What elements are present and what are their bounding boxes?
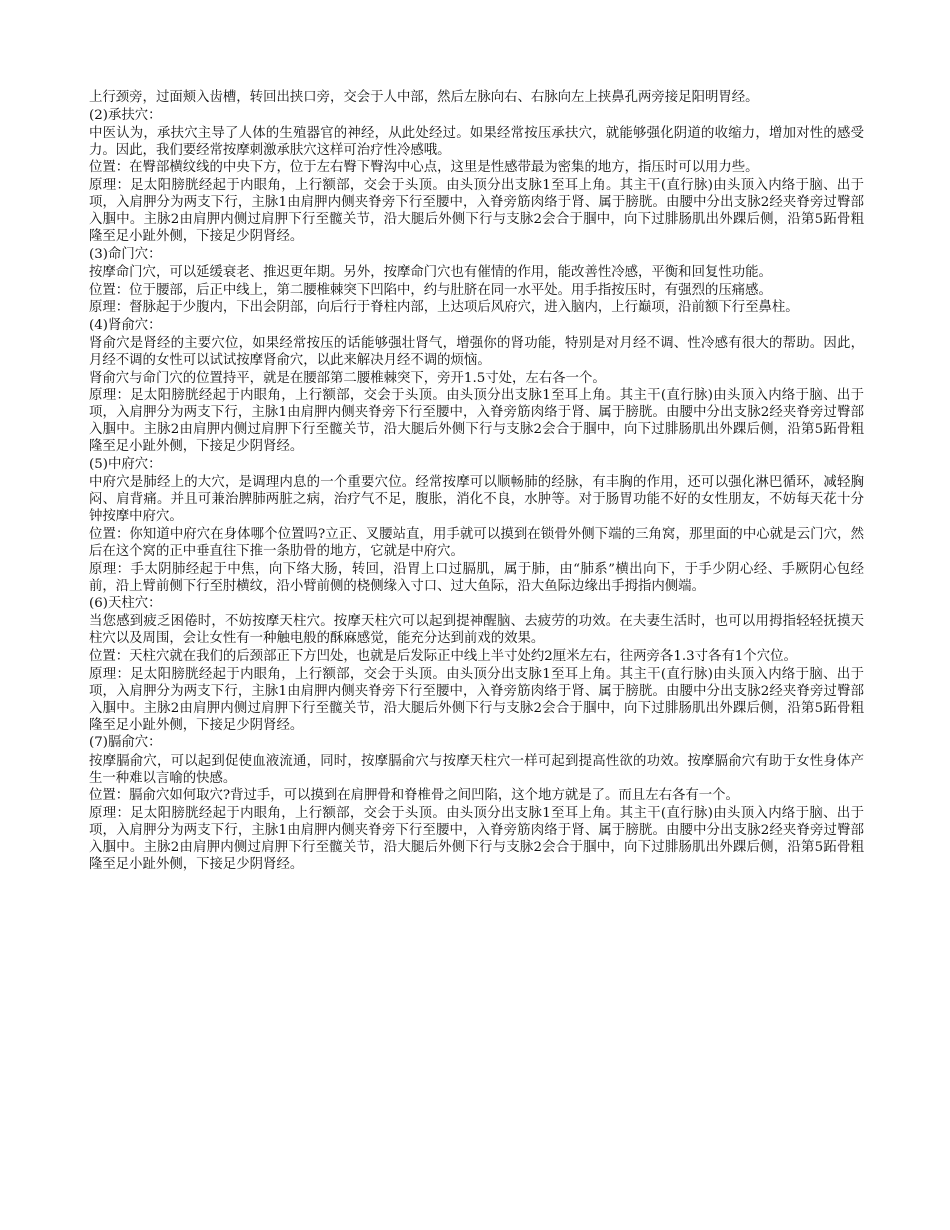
document-body [89,89,864,874]
paragraph-zhongfu-location: 位置：你知道中府穴在身体哪个位置吗?立正、叉腰站直，用手就可以摸到在锁骨外侧下端的三角窝，那里面的中心就是云门穴，然后在这个窝的正中垂直往下推一条肋骨的地方，它就是中府穴。 [89,526,864,559]
paragraph-chengfu-intro: 中医认为，承扶穴主导了人体的生殖器官的神经，从此处经过。如果经常按压承扶穴，就能够强化阴道的收缩力，增加对性的感受力。因此，我们要经常按摩刺激承肤穴这样可治疗性冷感哦。 [89,125,864,158]
paragraph-zhongfu-intro: 中府穴是肺经上的大穴，是调理内息的一个重要穴位。经常按摩可以顺畅肺的经脉，有丰胸的作用，还可以强化淋巴循环，减轻胸闷、肩背痛。并且可兼治脾肺两脏之病，治疗气不足，腹胀，消化不良，水肿等。对于肠胃功能不好的女性朋友，不妨每天花十分钟按摩中府穴。 [89,475,864,525]
paragraph-shenshu-intro: 肾俞穴是肾经的主要穴位，如果经常按压的话能够强壮肾气，增强你的肾功能，特别是对月经不调、性冷感有很大的帮助。因此，月经不调的女性可以试试按摩肾俞穴，以此来解决月经不调的烦恼。 [89,335,864,368]
section-heading-tianzhu: (6)天柱穴： [89,596,162,612]
paragraph-geshu-principle: 原理：足太阳膀胱经起于内眼角，上行额部，交会于头顶。由头顶分出支脉1至耳上角。其主干(直行脉)由头顶入内络于脑、出于项，入肩胛分为两支下行，主脉1由肩胛内侧夹脊旁下行至腰中，入脊旁筋肉络于肾、属于膀胱。由腰中分出支脉2经夹脊旁过臀部入腘中。主脉2由肩胛内侧过肩胛下行至髋关节，沿大腿后外侧下行与支脉2会合于腘中，向下过腓肠肌出外踝后侧，沿第5跖骨粗隆至足小趾外侧，下接足少阴肾经。 [89,805,864,873]
section-heading-geshu: (7)膈俞穴： [89,735,162,751]
paragraph-continuation: 上行颈旁，过面颊入齿槽，转回出挟口旁，交会于人中部，然后左脉向右、右脉向左上挟鼻孔两旁接足阳明胃经。 [89,90,759,105]
paragraph-tianzhu-intro: 当您感到疲乏困倦时，不妨按摩天柱穴。按摩天柱穴可以起到提神醒脑、去疲劳的功效。在夫妻生活时，也可以用拇指轻轻抚摸天柱穴以及周围，会让女性有一种触电般的酥麻感觉，能充分达到前戏的效果。 [89,614,864,647]
section-heading-zhongfu: (5)中府穴： [89,456,162,472]
paragraph-chengfu-location: 位置：在臀部横纹线的中央下方，位于左右臀下臀沟中心点，这里是性感带最为密集的地方，指压时可以用力些。 [89,160,759,176]
paragraph-mingmen-location: 位置：位于腰部，后正中线上，第二腰椎棘突下凹陷中，约与肚脐在同一水平处。用手指按压时，有强烈的压痛感。 [89,282,772,298]
section-heading-shenshu: (4)肾俞穴： [89,317,162,333]
paragraph-mingmen-principle: 原理：督脉起于少腹内，下出会阴部，向后行于脊柱内部，上达项后风府穴，进入脑内，上行巅项，沿前额下行至鼻柱。 [89,300,799,316]
section-heading-chengfu: (2)承扶穴： [89,107,162,123]
paragraph-zhongfu-principle: 原理：手太阴肺经起于中焦，向下络大肠，转回，沿胃上口过膈肌，属于肺，由“肺系”横出向下，于手少阴心经、手厥阴心包经前，沿上臂前侧下行至肘横纹，沿小臂前侧的桡侧缘入寸口、过大鱼际，沿大鱼际边缘出手拇指内侧端。 [89,561,864,594]
paragraph-geshu-location: 位置：膈俞穴如何取穴?背过手，可以摸到在肩胛骨和脊椎骨之间凹陷，这个地方就是了。而且左右各有一个。 [89,788,739,804]
paragraph-mingmen-intro: 按摩命门穴，可以延缓衰老、推迟更年期。另外，按摩命门穴也有催情的作用，能改善性冷感，平衡和回复性功能。 [89,264,772,280]
paragraph-chengfu-principle: 原理：足太阳膀胱经起于内眼角，上行额部，交会于头顶。由头顶分出支脉1至耳上角。其主干(直行脉)由头顶入内络于脑、出于项，入肩胛分为两支下行，主脉1由肩胛内侧夹脊旁下行至腰中，入脊旁筋肉络于肾、属于膀胱。由腰中分出支脉2经夹脊旁过臀部入腘中。主脉2由肩胛内侧过肩胛下行至髋关节，沿大腿后外侧下行与支脉2会合于腘中，向下过腓肠肌出外踝后侧，沿第5跖骨粗隆至足小趾外侧，下接足少阴肾经。 [89,177,864,245]
paragraph-shenshu-principle: 原理：足太阳膀胱经起于内眼角，上行额部，交会于头顶。由头顶分出支脉1至耳上角。其主干(直行脉)由头顶入内络于脑、出于项，入肩胛分为两支下行，主脉1由肩胛内侧夹脊旁下行至腰中，入脊旁筋肉络于肾、属于膀胱。由腰中分出支脉2经夹脊旁过臀部入腘中。主脉2由肩胛内侧过肩胛下行至髋关节，沿大腿后外侧下行与支脉2会合于腘中，向下过腓肠肌出外踝后侧，沿第5跖骨粗隆至足小趾外侧，下接足少阴肾经。 [89,388,864,455]
paragraph-geshu-intro: 按摩膈俞穴，可以起到促使血液流通，同时，按摩膈俞穴与按摩天柱穴一样可起到提高性欲的功效。按摩膈俞穴有助于女性身体产生一种难以言喻的快感。 [89,753,864,786]
paragraph-shenshu-location: 肾俞穴与命门穴的位置持平，就是在腰部第二腰椎棘突下，旁开1.5寸处，左右各一个。 [89,370,606,386]
paragraph-tianzhu-principle: 原理：足太阳膀胱经起于内眼角，上行额部，交会于头顶。由头顶分出支脉1至耳上角。其主干(直行脉)由头顶入内络于脑、出于项，入肩胛分为两支下行，主脉1由肩胛内侧夹脊旁下行至腰中，入脊旁筋肉络于肾、属于膀胱。由腰中分出支脉2经夹脊旁过臀部入腘中。主脉2由肩胛内侧过肩胛下行至髋关节，沿大腿后外侧下行与支脉2会合于腘中，向下过腓肠肌出外踝后侧，沿第5跖骨粗隆至足小趾外侧，下接足少阴肾经。 [89,666,864,733]
paragraph-tianzhu-location: 位置：天柱穴就在我们的后颈部正下方凹处，也就是后发际正中线上半寸处约2厘米左右，往两旁各1.3寸各有1个穴位。 [89,649,797,664]
section-heading-mingmen: (3)命门穴： [89,246,162,262]
